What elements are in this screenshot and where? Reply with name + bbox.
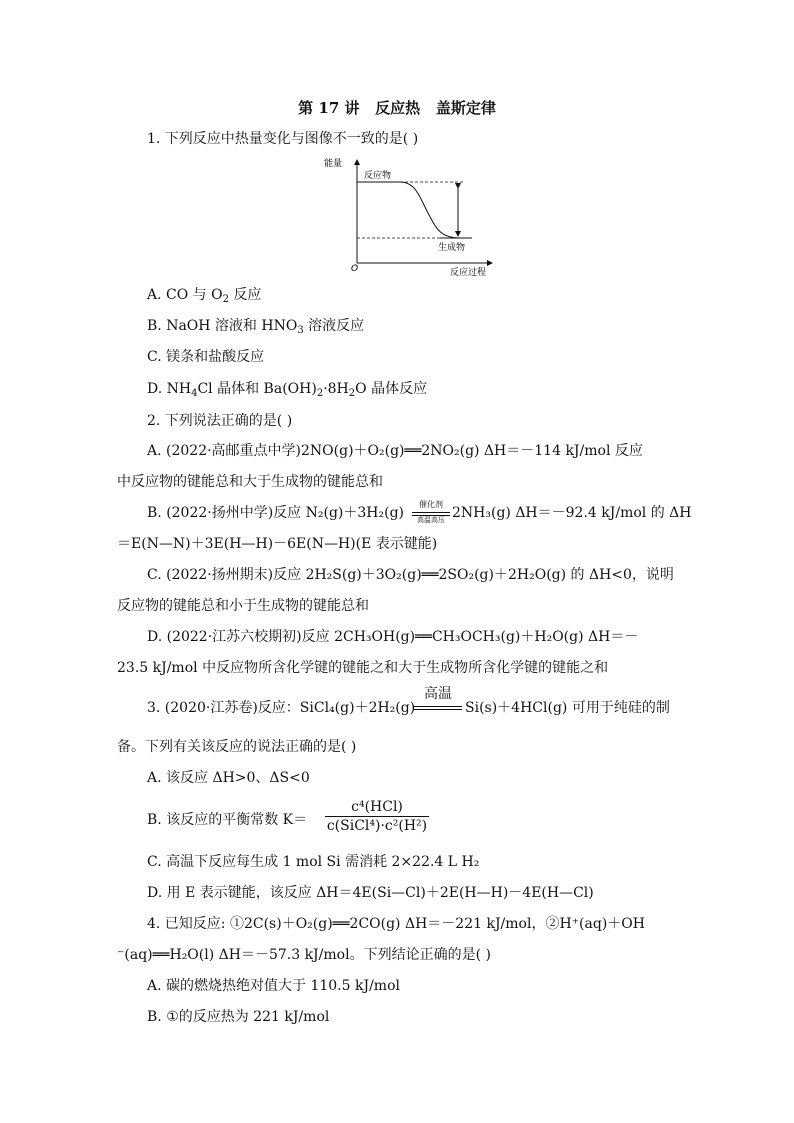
q4-stem-line1: 4. 已知反应: ①2C(s)＋O₂(g)══2CO(g) ΔH＝－221 kJ/mol，②H⁺(aq)＋OH	[147, 916, 645, 932]
q1-option-c: C. 镁条和盐酸反应	[147, 349, 265, 365]
q3-option-b-pre: B. 该反应的平衡常数 K＝	[147, 812, 308, 828]
reactants-label: 反应物	[364, 171, 392, 181]
q2-b-catalyst-label: 催化剂	[419, 500, 443, 509]
energy-curve	[400, 182, 470, 238]
energy-diagram	[320, 158, 520, 278]
q3-stem-post: Si(s)＋4HCl(g) 可用于纯硅的制	[465, 700, 670, 716]
q3-option-d: D. 用 E 表示键能，该反应 ΔH＝4E(Si—Cl)＋2E(H—H)－4E(H—Cl)	[147, 885, 594, 901]
q3-option-c: C. 高温下反应每生成 1 mol Si 需消耗 2×22.4 L H₂	[147, 854, 480, 870]
q3-stem-line2: 备。下列有关该反应的说法正确的是( )	[117, 739, 357, 755]
q2-option-b-line2: ＝E(N—N)＋3E(H—H)－6E(N—H)(E 表示键能)	[117, 536, 438, 552]
q2-option-b-line1-post: 2NH₃(g) ΔH＝－92.4 kJ/mol 的 ΔH	[452, 505, 692, 521]
q4-stem-line2: ⁻(aq)══H₂O(l) ΔH＝－57.3 kJ/mol。下列结论正确的是( )	[117, 947, 491, 963]
q3-stem-pre: 3. (2020·江苏卷)反应：SiCl₄(g)＋2H₂(g)	[147, 700, 416, 716]
q1-option-a: A. CO 与 $O_2$ 反应	[147, 287, 262, 305]
origin-label: O	[351, 264, 359, 274]
q2-option-d-line1: D. (2022·江苏六校期初)反应 2CH₃OH(g)══CH₃OCH₃(g)＋H₂O(g) ΔH＝－	[147, 629, 639, 645]
q2-b-condition-label: 高温高压	[417, 516, 445, 524]
q2-option-c-line1: C. (2022·扬州期末)反应 2H₂S(g)＋3O₂(g)══2SO₂(g)＋2H₂O(g) 的 ΔH<0，说明	[147, 567, 674, 583]
q3-reaction-sign	[414, 706, 462, 710]
q4-option-b: B. ①的反应热为 221 kJ/mol	[147, 1009, 330, 1025]
q3-equilibrium-fraction	[325, 798, 429, 835]
q2-stem: 2. 下列说法正确的是( )	[147, 413, 293, 429]
q3-condition-label: 高温	[424, 686, 452, 702]
q2-option-a-line1: A. (2022·高邮重点中学)2NO(g)＋O₂(g)══2NO₂(g) ΔH＝－114 kJ/mol 反应	[147, 443, 643, 459]
fraction-denominator: c(SiCl⁴)·c²(H²)	[326, 818, 428, 834]
q4-option-a: A. 碳的燃烧热绝对值大于 110.5 kJ/mol	[147, 978, 400, 994]
q3-option-a: A. 该反应 ΔH>0、ΔS<0	[147, 770, 310, 786]
q2-option-d-line2: 23.5 kJ/mol 中反应物所含化学键的键能之和大于生成物所含化学键的键能之和	[117, 660, 609, 676]
page-title: 第 17 讲 反应热 盖斯定律	[298, 99, 496, 117]
q1-option-d: D. $NH_4Cl$ 晶体和 $Ba(OH)_2\cdot 8H_2O$ 晶体反应	[147, 381, 428, 399]
q2-option-a-line2: 中反应物的键能总和大于生成物的键能总和	[117, 474, 383, 490]
q1-stem: 1. 下列反应中热量变化与图像不一致的是( )	[147, 131, 419, 147]
q2-option-c-line2: 反应物的键能总和小于生成物的键能总和	[117, 598, 369, 614]
products-label: 生成物	[438, 243, 466, 253]
q1-option-b: B. NaOH 溶液和 $HNO_3$ 溶液反应	[147, 318, 365, 336]
q2-option-b-line1-pre: B. (2022·扬州中学)反应 N₂(g)＋3H₂(g)	[147, 505, 405, 521]
fraction-numerator: c⁴(HCl)	[351, 799, 403, 815]
x-axis-label: 反应过程	[450, 268, 487, 278]
y-axis-label: 能量	[324, 159, 343, 169]
